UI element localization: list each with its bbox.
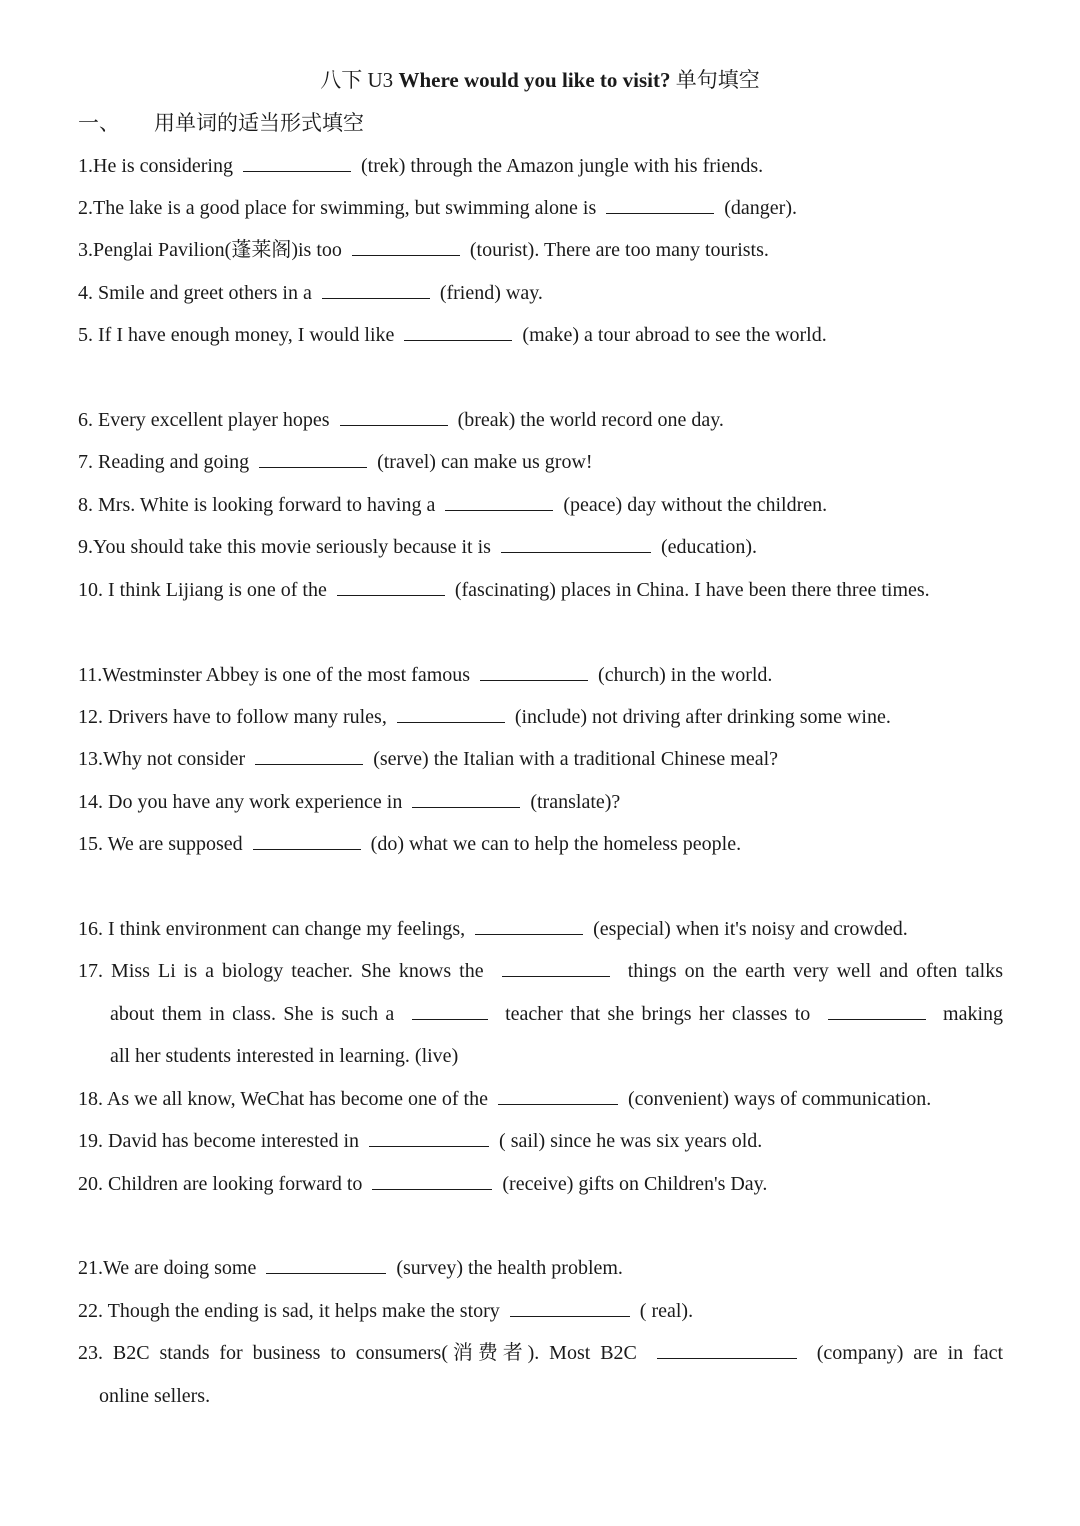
- answer-blank-6[interactable]: [340, 405, 448, 426]
- question-text: 18. As we all know, WeChat has become one of the: [78, 1088, 488, 1110]
- title-prefix: 八下 U3: [320, 68, 399, 92]
- answer-blank-14[interactable]: [412, 787, 520, 808]
- question-8: [78, 489, 827, 521]
- answer-blank-8[interactable]: [445, 490, 553, 511]
- page-title: [0, 64, 1080, 96]
- question-21: [78, 1252, 623, 1284]
- question-text: 7. Reading and going: [78, 451, 250, 473]
- question-17-line-3: [110, 1040, 458, 1072]
- question-text: (danger).: [724, 197, 797, 219]
- question-text: 15. We are supposed: [78, 833, 243, 855]
- question-text: (make) a tour abroad to see the world.: [522, 324, 827, 346]
- answer-blank-11[interactable]: [480, 660, 588, 681]
- question-text: 3.Penglai Pavilion(蓬莱阁)is too: [78, 239, 342, 261]
- question-text: 17. Miss Li is a biology teacher. She knows the: [78, 960, 484, 982]
- question-17: [78, 955, 1003, 987]
- question-9: [78, 531, 757, 563]
- question-text: (friend) way.: [439, 282, 543, 304]
- question-text: 1.He is considering: [78, 155, 233, 177]
- question-5: [78, 319, 827, 351]
- question-text: 11.Westminster Abbey is one of the most famous: [78, 664, 471, 686]
- question-text: (translate)?: [530, 791, 621, 813]
- question-7: [78, 446, 593, 478]
- answer-blank-23[interactable]: [657, 1338, 797, 1359]
- answer-blank-5[interactable]: [404, 320, 512, 341]
- answer-blank-17a[interactable]: [502, 956, 610, 977]
- question-4: [78, 277, 543, 309]
- question-23: [78, 1337, 1003, 1369]
- question-text: about them in class. She is such a: [110, 1003, 395, 1025]
- answer-blank-15[interactable]: [253, 829, 361, 850]
- question-text: 4. Smile and greet others in a: [78, 282, 312, 304]
- question-text: (church) in the world.: [598, 664, 773, 686]
- section-heading: [78, 107, 364, 139]
- question-2: [78, 192, 797, 224]
- question-text: 20. Children are looking forward to: [78, 1173, 363, 1195]
- answer-blank-4[interactable]: [322, 278, 430, 299]
- answer-blank-7[interactable]: [259, 447, 367, 468]
- question-6: [78, 404, 724, 436]
- question-17-line-2: [110, 998, 1003, 1030]
- question-text: 6. Every excellent player hopes: [78, 409, 330, 431]
- answer-blank-1[interactable]: [243, 151, 351, 172]
- section-number: 一、: [78, 111, 120, 135]
- question-16: [78, 913, 908, 945]
- question-text: teacher that she brings her classes to: [505, 1003, 811, 1025]
- question-text: 12. Drivers have to follow many rules,: [78, 706, 387, 728]
- answer-blank-16[interactable]: [475, 914, 583, 935]
- question-text: all her students interested in learning. (live): [110, 1045, 459, 1067]
- question-text: (especial) when it's noisy and crowded.: [593, 918, 908, 940]
- question-text: 16. I think environment can change my feelings,: [78, 918, 466, 940]
- answer-blank-10[interactable]: [337, 575, 445, 596]
- question-text: 14. Do you have any work experience in: [78, 791, 403, 813]
- answer-blank-9[interactable]: [501, 532, 651, 553]
- answer-blank-2[interactable]: [606, 193, 714, 214]
- question-text: (break) the world record one day.: [457, 409, 724, 431]
- answer-blank-17b[interactable]: [412, 999, 488, 1020]
- question-text: (fascinating) places in China. I have been there three times.: [454, 579, 930, 601]
- question-text: (receive) gifts on Children's Day.: [502, 1173, 768, 1195]
- question-text: 21.We are doing some: [78, 1257, 257, 1279]
- question-text: 23. B2C stands for business to consumers(消费者). Most B2C: [78, 1342, 637, 1364]
- question-text: 2.The lake is a good place for swimming, but swimming alone is: [78, 197, 597, 219]
- question-text: (travel) can make us grow!: [377, 451, 593, 473]
- question-text: 5. If I have enough money, I would like: [78, 324, 395, 346]
- question-19: [78, 1125, 762, 1157]
- question-text: (do) what we can to help the homeless people.: [370, 833, 742, 855]
- question-3: [78, 234, 769, 266]
- question-text: (survey) the health problem.: [396, 1257, 623, 1279]
- question-text: ( sail) since he was six years old.: [499, 1130, 763, 1152]
- question-text: (education).: [660, 536, 758, 558]
- question-text: online sellers.: [99, 1385, 211, 1407]
- title-suffix: 单句填空: [670, 68, 760, 92]
- answer-blank-21[interactable]: [266, 1253, 386, 1274]
- question-text: (peace) day without the children.: [563, 494, 828, 516]
- answer-blank-22[interactable]: [510, 1296, 630, 1317]
- title-main: Where would you like to visit?: [398, 68, 671, 92]
- question-text: 19. David has become interested in: [78, 1130, 360, 1152]
- question-text: 22. Though the ending is sad, it helps make the story: [78, 1300, 500, 1322]
- question-text: things on the earth very well and often talks: [627, 960, 1004, 982]
- answer-blank-19[interactable]: [369, 1126, 489, 1147]
- question-text: (include) not driving after drinking some wine.: [514, 706, 891, 728]
- question-text: 10. I think Lijiang is one of the: [78, 579, 327, 601]
- question-20: [78, 1168, 767, 1200]
- question-text: 13.Why not consider: [78, 748, 246, 770]
- question-13: [78, 743, 778, 775]
- section-label: 用单词的适当形式填空: [154, 111, 364, 135]
- question-text: ( real).: [639, 1300, 694, 1322]
- answer-blank-17c[interactable]: [828, 999, 926, 1020]
- question-23-line-2: [99, 1380, 210, 1412]
- answer-blank-12[interactable]: [397, 702, 505, 723]
- question-22: [78, 1295, 693, 1327]
- answer-blank-3[interactable]: [352, 235, 460, 256]
- question-18: [78, 1083, 931, 1115]
- question-text: making: [943, 1003, 1004, 1025]
- question-11: [78, 659, 772, 691]
- question-text: (tourist). There are too many tourists.: [469, 239, 769, 261]
- question-text: 8. Mrs. White is looking forward to having a: [78, 494, 436, 516]
- question-text: (serve) the Italian with a traditional Chinese meal?: [373, 748, 779, 770]
- answer-blank-18[interactable]: [498, 1084, 618, 1105]
- question-15: [78, 828, 741, 860]
- question-14: [78, 786, 620, 818]
- question-text: (company) are in fact: [816, 1342, 1004, 1364]
- answer-blank-20[interactable]: [372, 1169, 492, 1190]
- question-1: [78, 150, 763, 182]
- question-text: (trek) through the Amazon jungle with his friends.: [360, 155, 764, 177]
- answer-blank-13[interactable]: [255, 744, 363, 765]
- question-text: (convenient) ways of communication.: [627, 1088, 932, 1110]
- question-text: 9.You should take this movie seriously because it is: [78, 536, 491, 558]
- question-12: [78, 701, 891, 733]
- question-10: [78, 574, 930, 606]
